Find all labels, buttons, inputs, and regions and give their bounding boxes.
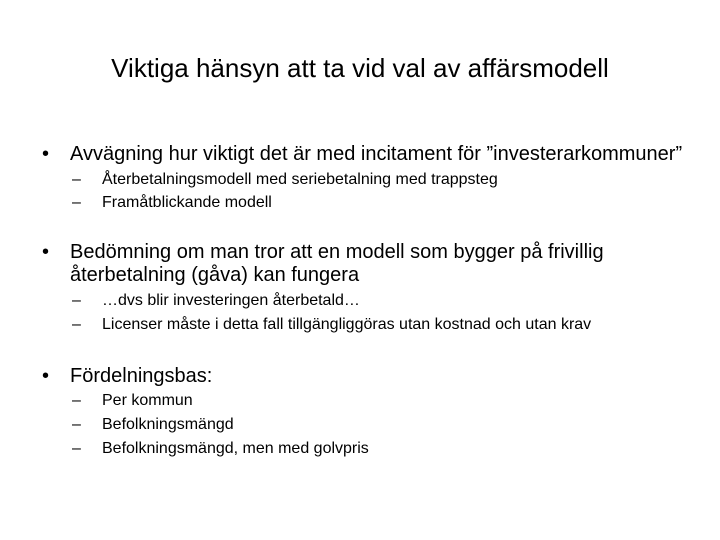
sub-point [72, 314, 702, 336]
sub-point [72, 290, 702, 312]
bullet-point [42, 365, 690, 388]
bullet-point [42, 143, 690, 166]
bullet-text: Fördelningsbas: [70, 365, 213, 387]
bullet-marker: • [42, 241, 50, 263]
sub-point-text: Återbetalningsmodell med seriebetalning med trappsteg [102, 171, 498, 188]
sub-point-text: …dvs blir investeringen återbetald… [102, 292, 360, 309]
sub-point-text: Per kommun [102, 392, 193, 409]
bullet-point [42, 241, 670, 287]
dash-marker: – [72, 194, 81, 211]
sub-point [72, 390, 702, 412]
bullet-marker: • [42, 143, 50, 165]
sub-point-text: Befolkningsmängd [102, 416, 234, 433]
dash-marker: – [72, 171, 81, 188]
dash-marker: – [72, 392, 81, 409]
dash-marker: – [72, 316, 81, 333]
bullet-text: Avvägning hur viktigt det är med incitament för ”investerarkommuner” [70, 143, 683, 165]
dash-marker: – [72, 440, 81, 457]
sub-point [72, 438, 702, 460]
sub-point-text: Framåtblickande modell [102, 194, 272, 211]
dash-marker: – [72, 292, 81, 309]
slide-title: Viktiga hänsyn att ta vid val av affärsmodell [111, 53, 609, 83]
sub-point-text: Licenser måste i detta fall tillgängliggöras utan kostnad och utan krav [102, 316, 592, 333]
sub-point [72, 192, 702, 214]
dash-marker: – [72, 416, 81, 433]
sub-point [72, 414, 702, 436]
bullet-marker: • [42, 365, 50, 387]
sub-point [72, 169, 702, 191]
bullet-text: Bedömning om man tror att en modell som bygger på frivillig återbetalning (gåva) kan fungera [70, 241, 604, 286]
sub-point-text: Befolkningsmängd, men med golvpris [102, 440, 369, 457]
